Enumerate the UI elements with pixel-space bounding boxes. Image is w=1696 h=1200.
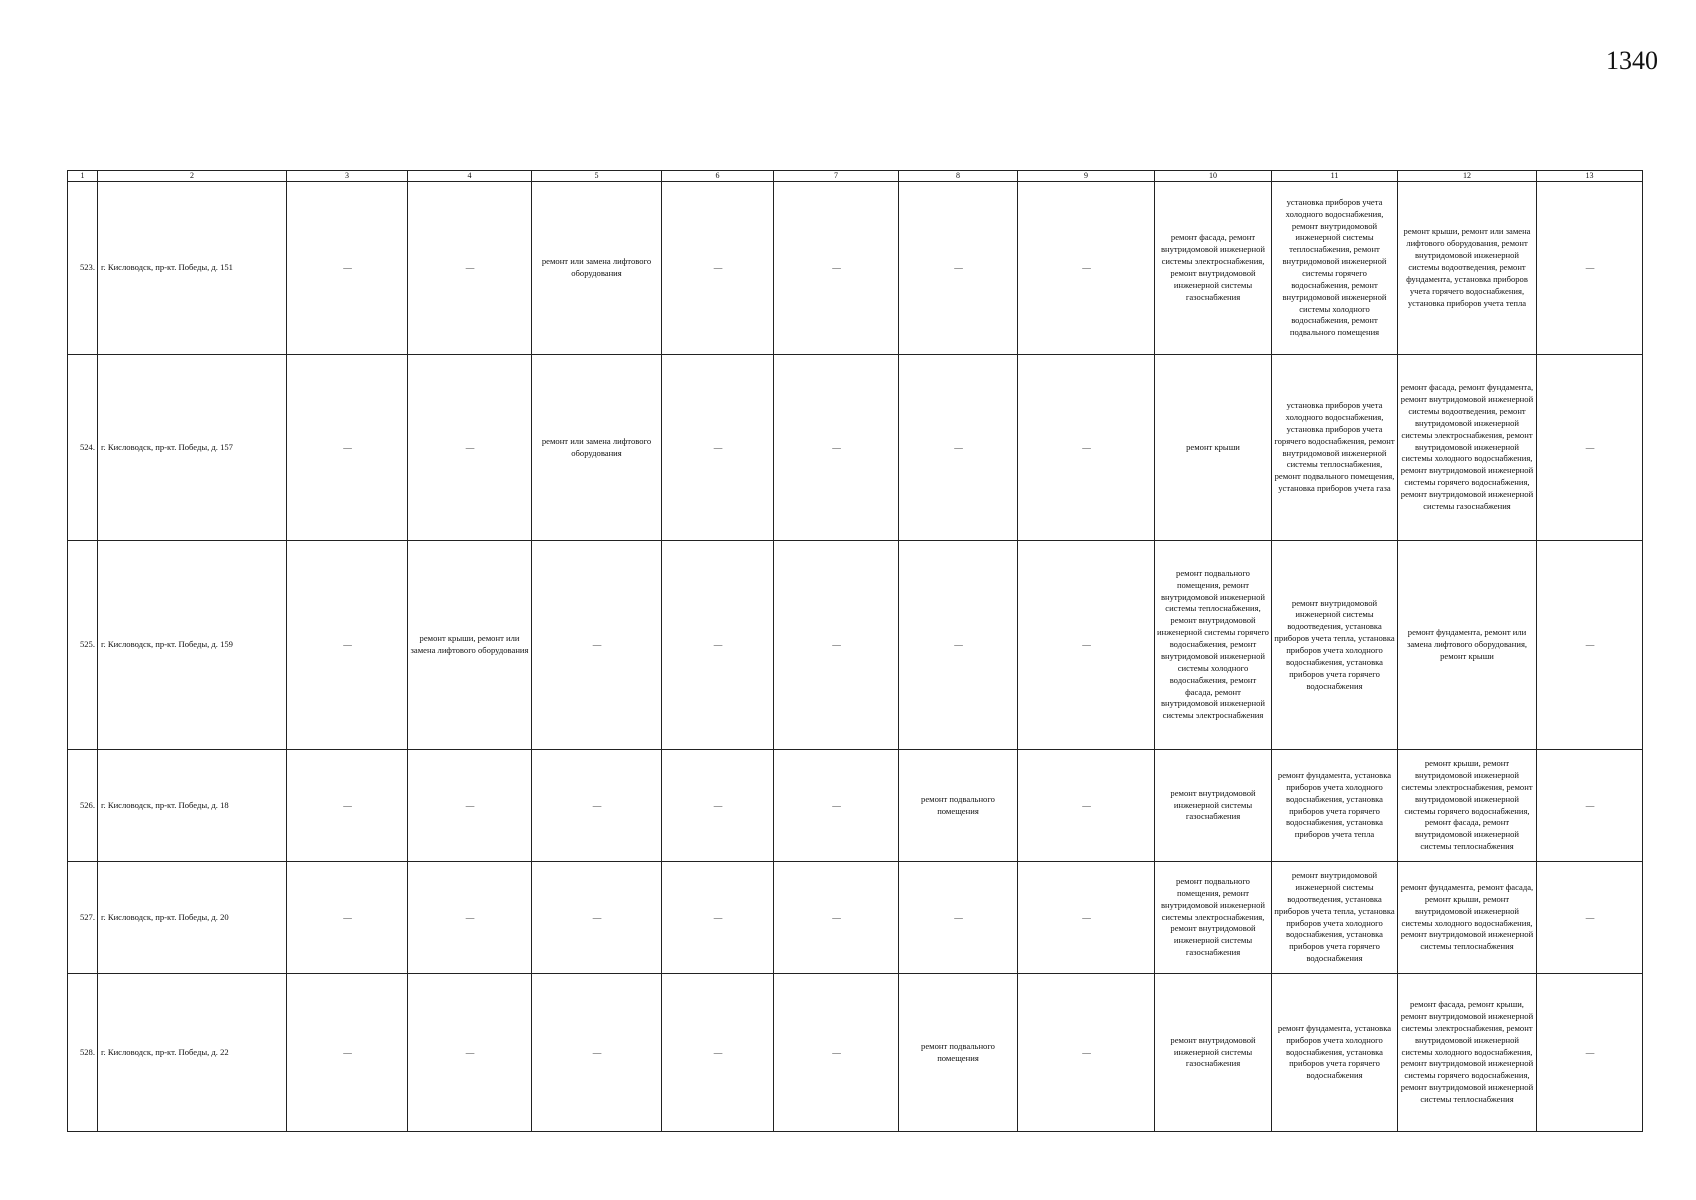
cell: ремонт крыши, ремонт или замена лифтового оборудования	[408, 541, 532, 750]
cell: —	[774, 974, 899, 1132]
cell: —	[1537, 541, 1643, 750]
cell: —	[774, 182, 899, 355]
cell: —	[532, 974, 662, 1132]
table-row	[68, 750, 1643, 862]
cell: —	[287, 541, 408, 750]
cell: —	[662, 974, 774, 1132]
cell: ремонт крыши, ремонт или замена лифтового оборудования, ремонт внутридомовой инженерной системы водоотведения, ремонт фундамента, установка приборов учета горячего водоснабжения, установка приборов учета тепла	[1398, 182, 1537, 355]
column-number: 4	[408, 171, 532, 182]
column-number: 6	[662, 171, 774, 182]
cell: —	[1537, 750, 1643, 862]
cell: —	[287, 355, 408, 541]
cell: —	[1018, 182, 1155, 355]
row-number: 523.	[68, 182, 98, 355]
table-row	[68, 862, 1643, 974]
column-number-row	[68, 171, 1643, 182]
cell: ремонт или замена лифтового оборудования	[532, 355, 662, 541]
column-number: 5	[532, 171, 662, 182]
cell: ремонт подвального помещения	[899, 974, 1018, 1132]
address-cell: г. Кисловодск, пр-кт. Победы, д. 151	[98, 182, 287, 355]
cell: ремонт фундамента, установка приборов учета холодного водоснабжения, установка приборов учета горячего водоснабжения, установка приборов учета тепла	[1272, 750, 1398, 862]
cell: —	[1018, 750, 1155, 862]
row-number: 525.	[68, 541, 98, 750]
row-number: 526.	[68, 750, 98, 862]
table-row	[68, 974, 1643, 1132]
cell: —	[774, 355, 899, 541]
cell: ремонт фасада, ремонт внутридомовой инженерной системы электроснабжения, ремонт внутридомовой инженерной системы газоснабжения	[1155, 182, 1272, 355]
cell: —	[408, 750, 532, 862]
cell: —	[408, 974, 532, 1132]
column-number: 10	[1155, 171, 1272, 182]
column-number: 8	[899, 171, 1018, 182]
cell: ремонт внутридомовой инженерной системы газоснабжения	[1155, 750, 1272, 862]
page-number: 1340	[1606, 46, 1658, 75]
column-number: 11	[1272, 171, 1398, 182]
cell: —	[662, 541, 774, 750]
table-row	[68, 355, 1643, 541]
column-number: 7	[774, 171, 899, 182]
cell: —	[774, 862, 899, 974]
address-cell: г. Кисловодск, пр-кт. Победы, д. 18	[98, 750, 287, 862]
cell: —	[1018, 862, 1155, 974]
cell: ремонт внутридомовой инженерной системы водоотведения, установка приборов учета тепла, установка приборов учета холодного водоснабжения, установка приборов учета горячего водоснабжения	[1272, 541, 1398, 750]
cell: ремонт внутридомовой инженерной системы газоснабжения	[1155, 974, 1272, 1132]
cell: ремонт подвального помещения, ремонт внутридомовой инженерной системы теплоснабжения, ремонт внутридомовой инженерной системы горячего водоснабжения, ремонт внутридомовой инженерной системы холодного водоснабжения, ремонт фасада, ремонт внутридомовой инженерной системы электроснабжения	[1155, 541, 1272, 750]
cell: ремонт фасада, ремонт фундамента, ремонт внутридомовой инженерной системы водоотведения, ремонт внутридомовой инженерной системы электроснабжения, ремонт внутридомовой инженерной системы холодного водоснабжения, ремонт внутридомовой инженерной системы горячего водоснабжения, ремонт внутридомовой инженерной системы газоснабжения	[1398, 355, 1537, 541]
cell: —	[287, 750, 408, 862]
cell: —	[1018, 974, 1155, 1132]
row-number: 527.	[68, 862, 98, 974]
cell: ремонт подвального помещения	[899, 750, 1018, 862]
cell: —	[662, 750, 774, 862]
cell: —	[1537, 355, 1643, 541]
row-number: 528.	[68, 974, 98, 1132]
column-number: 1	[68, 171, 98, 182]
column-number: 2	[98, 171, 287, 182]
cell: —	[408, 862, 532, 974]
column-number: 9	[1018, 171, 1155, 182]
cell: —	[408, 182, 532, 355]
table-row	[68, 541, 1643, 750]
table-row	[68, 182, 1643, 355]
cell: установка приборов учета холодного водоснабжения, установка приборов учета горячего водоснабжения, ремонт внутридомовой инженерной системы теплоснабжения, ремонт подвального помещения, установка приборов учета газа	[1272, 355, 1398, 541]
cell: —	[532, 862, 662, 974]
column-number: 3	[287, 171, 408, 182]
address-cell: г. Кисловодск, пр-кт. Победы, д. 22	[98, 974, 287, 1132]
cell: —	[662, 355, 774, 541]
cell: установка приборов учета холодного водоснабжения, ремонт внутридомовой инженерной системы теплоснабжения, ремонт внутридомовой инженерной системы горячего водоснабжения, ремонт внутридомовой инженерной системы холодного водоснабжения, ремонт подвального помещения	[1272, 182, 1398, 355]
column-number: 13	[1537, 171, 1643, 182]
cell: ремонт или замена лифтового оборудования	[532, 182, 662, 355]
cell: ремонт крыши, ремонт внутридомовой инженерной системы электроснабжения, ремонт внутридомовой инженерной системы горячего водоснабжения, ремонт фасада, ремонт внутридомовой инженерной системы теплоснабжения	[1398, 750, 1537, 862]
cell: —	[899, 541, 1018, 750]
cell: —	[1537, 182, 1643, 355]
cell: —	[1537, 974, 1643, 1132]
cell: ремонт внутридомовой инженерной системы водоотведения, установка приборов учета тепла, установка приборов учета холодного водоснабжения, установка приборов учета горячего водоснабжения	[1272, 862, 1398, 974]
cell: ремонт крыши	[1155, 355, 1272, 541]
address-cell: г. Кисловодск, пр-кт. Победы, д. 157	[98, 355, 287, 541]
cell: —	[899, 182, 1018, 355]
cell: —	[774, 541, 899, 750]
cell: ремонт фасада, ремонт крыши, ремонт внутридомовой инженерной системы электроснабжения, ремонт внутридомовой инженерной системы холодного водоснабжения, ремонт внутридомовой инженерной системы горячего водоснабжения, ремонт внутридомовой инженерной системы теплоснабжения	[1398, 974, 1537, 1132]
cell: ремонт подвального помещения, ремонт внутридомовой инженерной системы электроснабжения, ремонт внутридомовой инженерной системы газоснабжения	[1155, 862, 1272, 974]
cell: —	[899, 862, 1018, 974]
repair-schedule-table	[67, 170, 1643, 1132]
cell: —	[287, 182, 408, 355]
address-cell: г. Кисловодск, пр-кт. Победы, д. 159	[98, 541, 287, 750]
cell: —	[532, 541, 662, 750]
cell: —	[662, 862, 774, 974]
cell: ремонт фундамента, ремонт или замена лифтового оборудования, ремонт крыши	[1398, 541, 1537, 750]
cell: —	[1018, 355, 1155, 541]
cell: ремонт фундамента, ремонт фасада, ремонт крыши, ремонт внутридомовой инженерной системы холодного водоснабжения, ремонт внутридомовой инженерной системы теплоснабжения	[1398, 862, 1537, 974]
cell: —	[899, 355, 1018, 541]
cell: —	[774, 750, 899, 862]
row-number: 524.	[68, 355, 98, 541]
address-cell: г. Кисловодск, пр-кт. Победы, д. 20	[98, 862, 287, 974]
cell: ремонт фундамента, установка приборов учета холодного водоснабжения, установка приборов учета горячего водоснабжения	[1272, 974, 1398, 1132]
cell: —	[532, 750, 662, 862]
cell: —	[287, 974, 408, 1132]
cell: —	[1018, 541, 1155, 750]
cell: —	[408, 355, 532, 541]
cell: —	[662, 182, 774, 355]
cell: —	[287, 862, 408, 974]
cell: —	[1537, 862, 1643, 974]
column-number: 12	[1398, 171, 1537, 182]
